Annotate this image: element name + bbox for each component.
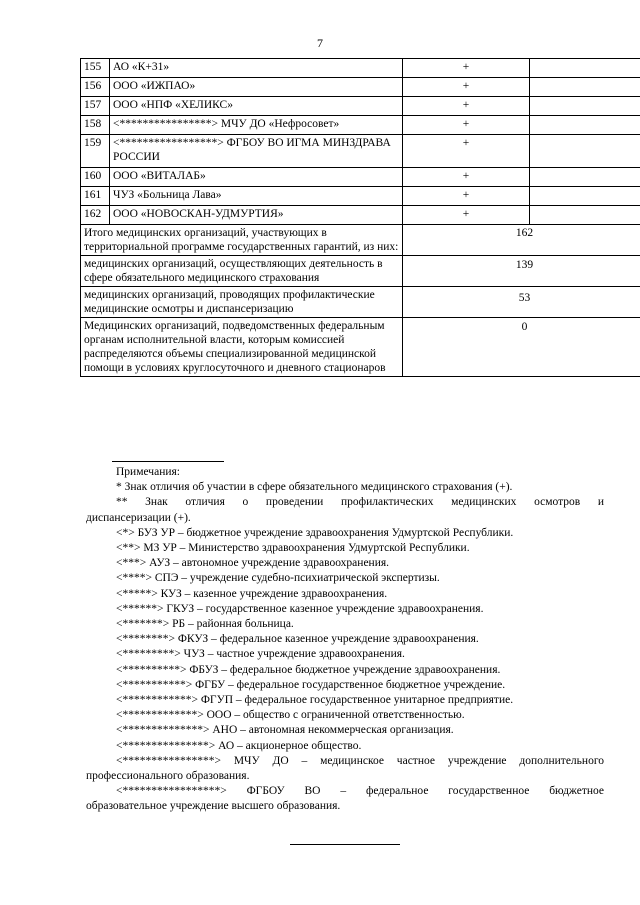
summary-value: 53 — [403, 287, 640, 318]
table-row — [81, 135, 640, 168]
notes-heading: Примечания: — [116, 466, 180, 478]
abbreviation-note: <********> ФКУЗ – федеральное казенное учреждение здравоохранения. — [116, 633, 479, 646]
abbreviation-note: <*> БУЗ УР – бюджетное учреждение здравоохранения Удмуртской Республики. — [116, 526, 514, 539]
row-number: 161 — [81, 187, 110, 206]
summary-row-checkups — [81, 287, 640, 318]
abbreviation-note: <**************> АНО – автономная некоммерческая организация. — [116, 724, 454, 737]
row-number: 158 — [81, 116, 110, 135]
dispensary-mark — [530, 97, 640, 116]
organizations-table — [80, 58, 640, 377]
abbreviation-note: <*****> КУЗ – казенное учреждение здравоохранения. — [116, 587, 388, 600]
page-number: 7 — [317, 36, 323, 50]
dispensary-mark — [530, 135, 640, 168]
oms-mark: + — [403, 135, 530, 168]
abbreviation-note: <**> МЗ УР – Министерство здравоохранения Удмуртской Республики. — [116, 542, 470, 555]
dispensary-mark — [530, 116, 640, 135]
abbreviation-note: <**********> ФБУЗ – федеральное бюджетное учреждение здравоохранения. — [116, 663, 501, 676]
dispensary-mark — [530, 187, 640, 206]
dispensary-mark — [530, 78, 640, 97]
summary-label: Итого медицинских организаций, участвующих в территориальной программе государственных гарантий, из них: — [81, 225, 403, 256]
row-number: 162 — [81, 206, 110, 225]
row-number: 157 — [81, 97, 110, 116]
organization-name: ООО «ВИТАЛАБ» — [110, 168, 403, 187]
summary-value: 0 — [403, 318, 640, 377]
summary-value: 162 — [403, 225, 640, 256]
row-number: 160 — [81, 168, 110, 187]
note-checkups-cont: диспансеризации (+). — [86, 511, 191, 524]
note-mchu-cont: профессионального образования. — [86, 770, 250, 783]
summary-label: медицинских организаций, осуществляющих деятельность в сфере обязательного медицинского страхования — [81, 256, 403, 287]
organization-name: АО «К+31» — [110, 59, 403, 78]
table-row — [81, 187, 640, 206]
dispensary-mark — [530, 59, 640, 78]
oms-mark: + — [403, 78, 530, 97]
dispensary-mark — [530, 168, 640, 187]
oms-mark: + — [403, 187, 530, 206]
abbreviation-note: <***> АУЗ – автономное учреждение здравоохранения. — [116, 557, 390, 570]
table-row — [81, 206, 640, 225]
abbreviation-note: <*********> ЧУЗ – частное учреждение здравоохранения. — [116, 648, 405, 661]
oms-mark: + — [403, 59, 530, 78]
organization-name: <*****************> ФГБОУ ВО ИГМА МИНЗДРАВА РОССИИ — [110, 135, 403, 168]
table-row — [81, 116, 640, 135]
footer-divider — [290, 844, 400, 845]
row-number: 159 — [81, 135, 110, 168]
notes-section — [86, 461, 604, 815]
abbreviation-note: <************> ФГУП – федеральное государственное унитарное предприятие. — [116, 694, 514, 707]
oms-mark: + — [403, 206, 530, 225]
summary-value: 139 — [403, 256, 640, 287]
abbreviation-note: <***************> АО – акционерное общество. — [116, 739, 362, 752]
organization-name: ООО «НПФ «ХЕЛИКС» — [110, 97, 403, 116]
oms-mark: + — [403, 168, 530, 187]
abbreviation-note: <****> СПЭ – учреждение судебно-психиатрической экспертизы. — [116, 572, 440, 585]
organization-name: ООО «ИЖПАО» — [110, 78, 403, 97]
summary-label: Медицинских организаций, подведомственных федеральным органам исполнительной власти, которым комиссией распределяются объемы специализированной медицинской помощи в условиях круглосуточного и дневного стационаров — [81, 318, 403, 377]
abbreviation-note: <*******> РБ – районная больница. — [116, 618, 294, 631]
summary-row-total — [81, 225, 640, 256]
note-oms: * Знак отличия об участии в сфере обязательного медицинского страхования (+). — [116, 481, 513, 494]
table-row — [81, 59, 640, 78]
oms-mark: + — [403, 97, 530, 116]
note-checkups: ** Знак отличия о проведении профилактических медицинских осмотров и — [116, 496, 604, 509]
note-fgbou: <*****************> ФГБОУ ВО – федеральное государственное бюджетное — [116, 785, 604, 798]
row-number: 156 — [81, 78, 110, 97]
organization-name: <****************> МЧУ ДО «Нефросовет» — [110, 116, 403, 135]
abbreviation-note: <***********> ФГБУ – федеральное государственное бюджетное учреждение. — [116, 678, 506, 691]
dispensary-mark — [530, 206, 640, 225]
table-row — [81, 168, 640, 187]
row-number: 155 — [81, 59, 110, 78]
abbreviation-note: <*************> ООО – общество с ограниченной ответственностью. — [116, 709, 465, 722]
summary-label: медицинских организаций, проводящих профилактические медицинские осмотры и диспансеризацию — [81, 287, 403, 318]
note-fgbou-cont: образовательное учреждение высшего образования. — [86, 800, 341, 813]
table-row — [81, 78, 640, 97]
table-row — [81, 97, 640, 116]
summary-row-federal — [81, 318, 640, 377]
abbreviation-note: <******> ГКУЗ – государственное казенное учреждение здравоохранения. — [116, 602, 484, 615]
organization-name: ООО «НОВОСКАН-УДМУРТИЯ» — [110, 206, 403, 225]
oms-mark: + — [403, 116, 530, 135]
note-mchu: <****************> МЧУ ДО – медицинское частное учреждение дополнительного — [116, 754, 604, 767]
summary-row-oms — [81, 256, 640, 287]
notes-divider — [112, 461, 224, 462]
organization-name: ЧУЗ «Больница Лава» — [110, 187, 403, 206]
